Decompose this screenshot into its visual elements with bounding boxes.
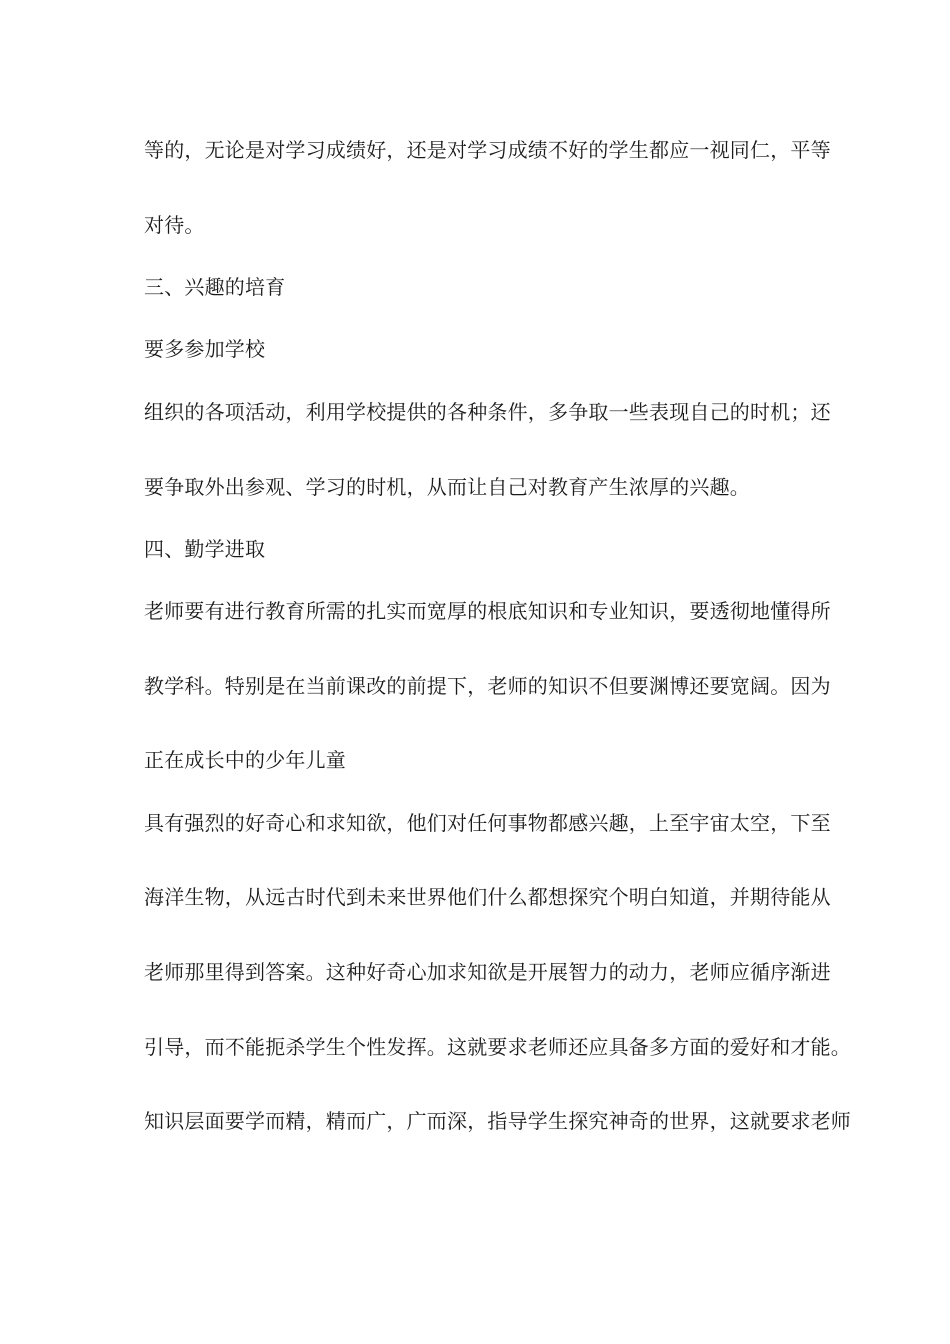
body-text-line: 知识层面要学而精，精而广，广而深，指导学生探究神奇的世界，这就要求老师 [144, 1109, 851, 1133]
body-text-line: 对待。 [144, 213, 205, 237]
body-text-line: 正在成长中的少年儿童 [144, 748, 346, 772]
body-text-line: 等的，无论是对学习成绩好，还是对学习成绩不好的学生都应一视同仁，平等 [144, 138, 831, 162]
body-text-line: 引导，而不能扼杀学生个性发挥。这就要求老师还应具备多方面的爱好和才能。 [144, 1035, 851, 1059]
body-text-line: 要争取外出参观、学习的时机，从而让自己对教育产生浓厚的兴趣。 [144, 475, 750, 499]
body-text-line: 老师那里得到答案。这种好奇心加求知欲是开展智力的动力，老师应循序渐进 [144, 960, 831, 984]
section-heading-interest: 三、兴趣的培育 [144, 275, 286, 299]
body-text-line: 具有强烈的好奇心和求知欲，他们对任何事物都感兴趣，上至宇宙太空，下至 [144, 811, 831, 835]
body-text-line: 海洋生物，从远古时代到未来世界他们什么都想探究个明白知道，并期待能从 [144, 885, 831, 909]
body-text-line: 教学科。特别是在当前课改的前提下，老师的知识不但要渊博还要宽阔。因为 [144, 674, 831, 698]
body-text-line: 老师要有进行教育所需的扎实而宽厚的根底知识和专业知识，要透彻地懂得所 [144, 599, 831, 623]
body-text-line: 要多参加学校 [144, 337, 266, 361]
section-heading-diligence: 四、勤学进取 [144, 537, 266, 561]
body-text-line: 组织的各项活动，利用学校提供的各种条件，多争取一些表现自己的时机；还 [144, 400, 831, 424]
